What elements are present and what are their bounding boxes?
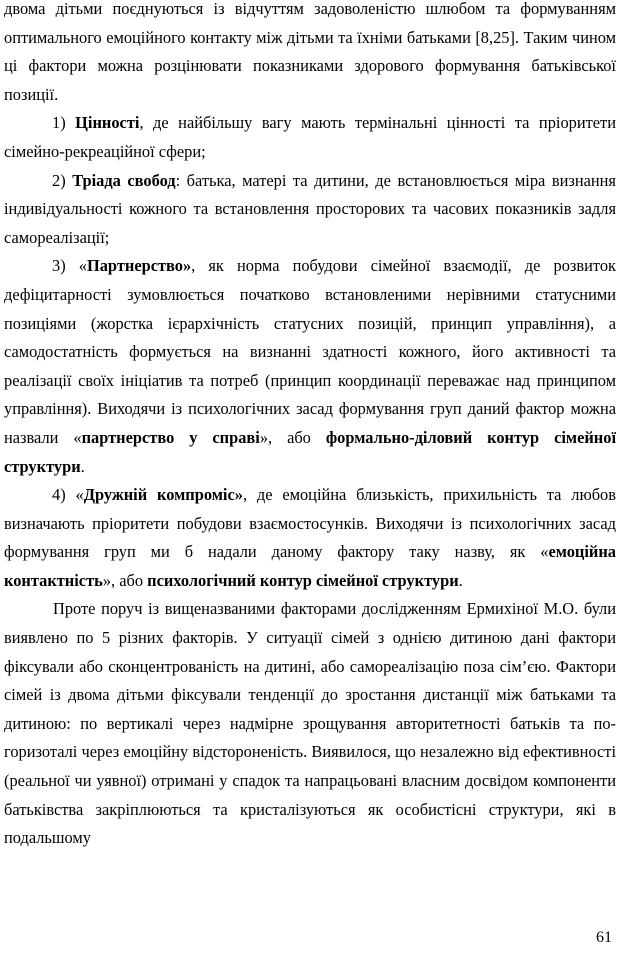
paragraph-factors: Проте поруч із вищеназваними факторами дослідженням Ермихіної М.О. були виявлено по 5 різних факторів. У ситуації сімей з однією дитиною дані фактори фіксували або сконцентрованість на дитині, або самореалізацію поза сім’єю. Фактори сімей із двома дітьми фіксували тенденції до зростання дистанції між батьками та дитиною: по вертикалі через надмірне зрощування авторитетності батьків та по-горизоталі через емоційну відстороненість. Виявилося, що незалежно від ефективності (реальної чи уявної) отримані у спадок та напрацьовані власним досвідом компоненти батьківства закріплюються та кристалізуються як особистісні структури, які в подальшому <box>4 599 616 848</box>
list-text-end: . <box>80 456 85 476</box>
bold-phrase: формально-діловий контур сімейної структури <box>4 427 616 476</box>
list-term: Цінності <box>75 113 140 133</box>
bold-phrase: партнерство у справі <box>81 427 260 447</box>
list-number: 2) <box>52 170 66 190</box>
list-text-end: . <box>458 570 463 590</box>
list-item-values <box>4 109 616 166</box>
list-text-middle: », або <box>259 427 326 447</box>
bold-phrase: емоційна контактність <box>4 542 616 590</box>
bold-phrase: психологічний контур сімейної структури <box>147 570 459 590</box>
page-number: 61 <box>596 929 612 946</box>
list-term: Тріада свобод <box>72 170 176 190</box>
paragraph-continuation: двома дітьми поєднуються із відчуттям задоволеністю шлюбом та формуванням оптимального емоційного контакту між дітьми та їхніми батьками [8,25]. Таким чином ці фактори можна розцінювати показниками здорового формування батьківської позиції. <box>4 0 616 104</box>
list-text: , де найбільшу вагу мають термінальні цінності та пріоритети сімейно-рекреаційної сфери; <box>4 113 616 161</box>
list-text: : батька, матері та дитини, де встановлюється міра визнання індивідуальності кожного та встановлення просторових та часових показників задля самореалізації; <box>4 170 616 247</box>
list-term: Партнерство» <box>86 256 192 276</box>
list-item-freedom-triad <box>4 167 616 253</box>
list-number: 4) <box>52 485 66 505</box>
list-text-middle: », або <box>102 570 148 590</box>
list-text: , де емоційна близькість, прихильність та любов визначають пріоритети побудови взаємостосунків. Виходячи із психологічних засад формування груп ми б надали даному фактору таку назву, як « <box>4 485 616 562</box>
list-text: , як норма побудови сімейної взаємодії, де розвиток дефіцитарності зумовлюється початково встановленими нерівними статусними позиціями (жорстка ієрархічність статусних позицій, принцип управління), а самодостатність формується на визнанні здатності кожного, його активності та реалізації своїх ініціатив та потреб (принцип координації переважає над принципом управління). Виходячи із психологічних засад формування груп даний фактор можна назвали « <box>4 256 616 447</box>
open-quote: « <box>75 485 84 505</box>
list-number: 1) <box>52 113 66 133</box>
list-term: Дружній компроміс» <box>83 485 243 505</box>
list-number: 3) <box>52 256 66 276</box>
list-item-partnership <box>4 252 616 481</box>
body-text <box>4 0 616 853</box>
list-item-friendly-compromise <box>4 481 616 595</box>
open-quote: « <box>78 256 87 276</box>
